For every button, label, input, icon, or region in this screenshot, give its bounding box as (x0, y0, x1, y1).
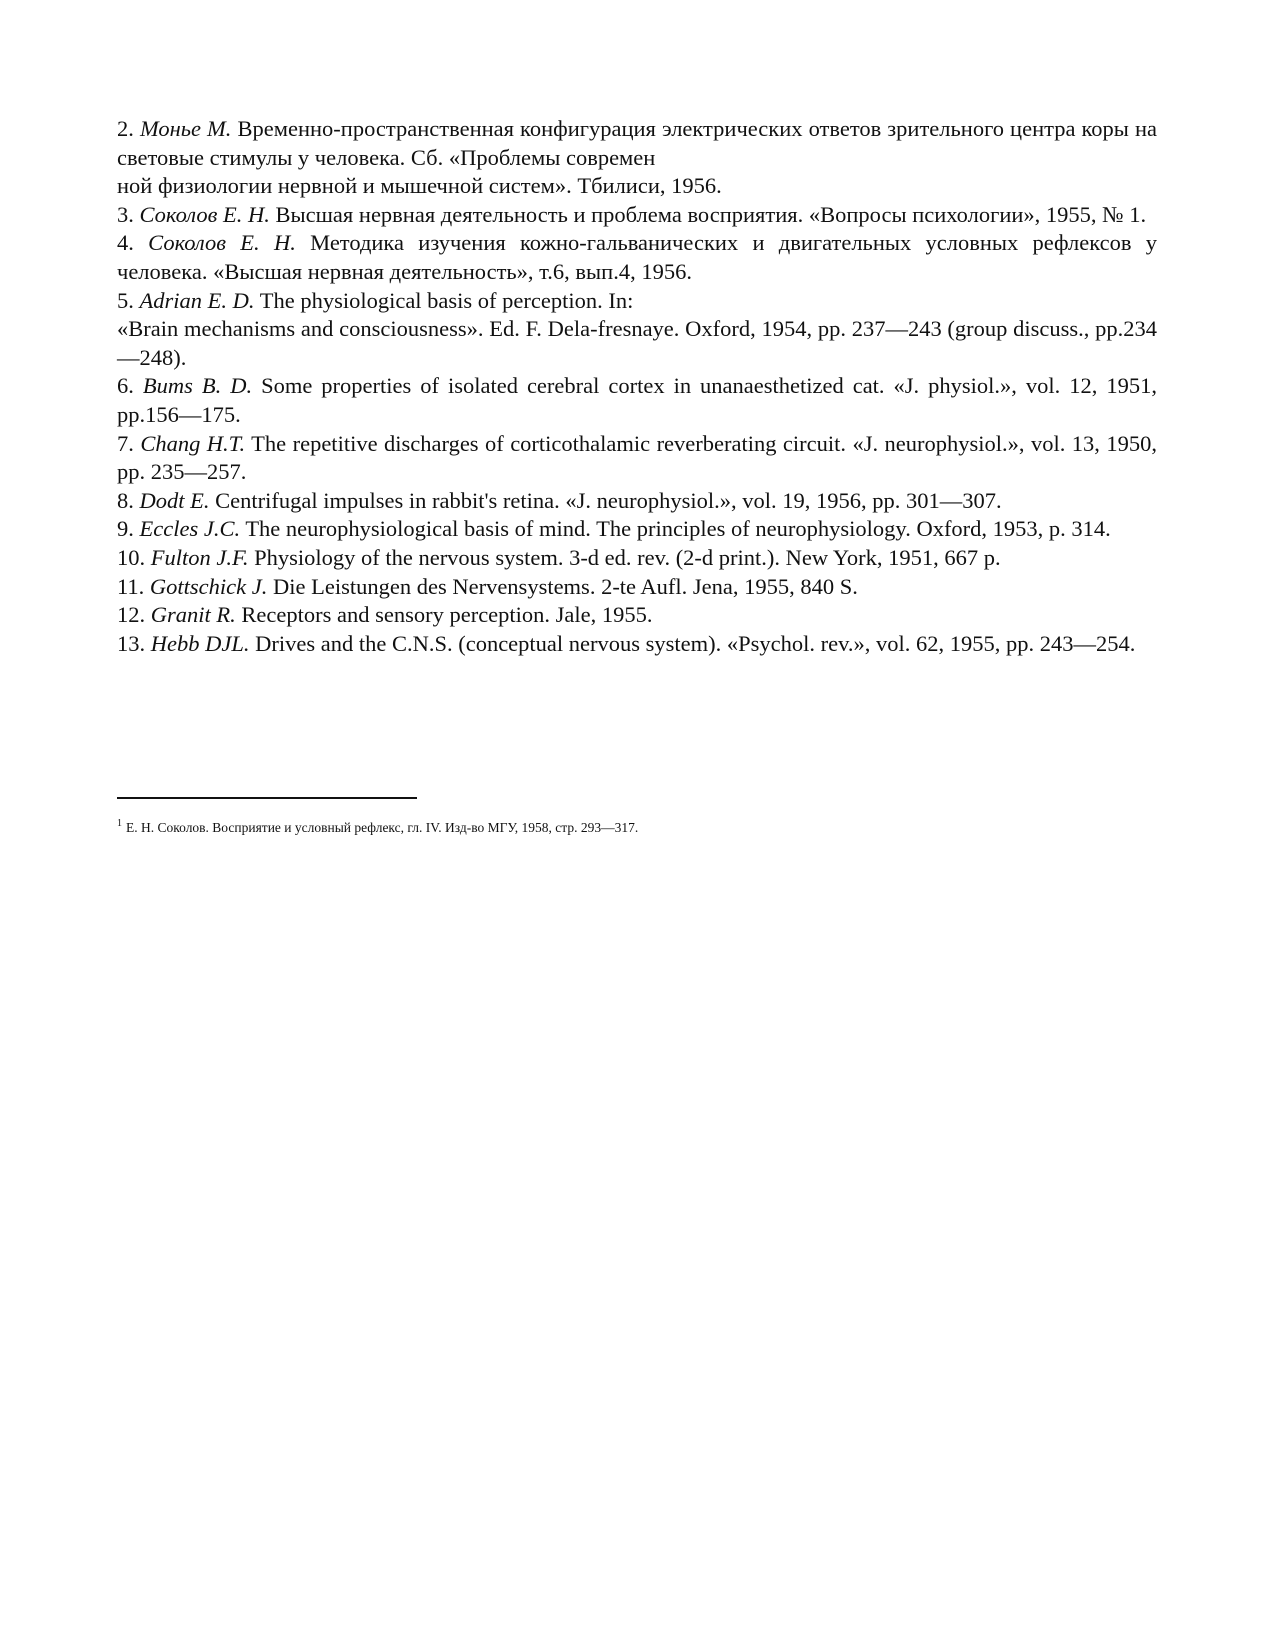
reference-author: Eccles J.C. (139, 516, 241, 542)
reference-author: Соколов Е. Н. (139, 201, 270, 227)
reference-text: The repetitive discharges of corticothalamic reverberating circuit. «J. neurophysiol.», vol. 13, 1950, pp. 235—257. (117, 430, 1157, 485)
reference-author: Hebb DJL. (150, 630, 250, 656)
reference-item (117, 601, 1157, 630)
reference-number: 2. (117, 116, 134, 141)
reference-number: 6. (117, 373, 134, 399)
reference-text-continuation: «Brain mechanisms and consciousness». Ed. F. Dela-fresnaye. Oxford, 1954, pp. 237—243 (group discuss., pp.234—248). (117, 316, 1157, 370)
reference-number: 9. (117, 516, 134, 542)
reference-number: 10. (117, 544, 146, 570)
reference-author: Fulton J.F. (150, 544, 249, 570)
reference-author: Granit R. (150, 602, 236, 628)
reference-number: 13. (117, 630, 146, 656)
reference-number: 3. (117, 201, 134, 227)
reference-number: 8. (117, 487, 134, 513)
reference-item (117, 229, 1157, 286)
footnote-separator (117, 797, 417, 799)
reference-text: Some properties of isolated cerebral cortex in unanaesthetized cat. «J. physiol.», vol. 12, 1951, pp.156—175. (117, 373, 1157, 427)
reference-number: 7. (117, 430, 134, 456)
reference-item (117, 573, 1157, 602)
reference-item (117, 515, 1157, 544)
reference-text: Drives and the C.N.S. (conceptual nervous system). «Psychol. rev.», vol. 62, 1955, pp. 243—254. (255, 630, 1136, 656)
reference-item (117, 115, 1157, 201)
reference-author: Gottschick J. (149, 573, 268, 599)
reference-text: Временно-пространственная конфигурация электрических ответов зрительного центра коры на световые стимулы у человека. Сб. «Проблемы современ (117, 116, 1158, 170)
footnote-text: Е. Н. Соколов. Восприятие и условный рефлекс, гл. IV. Изд-во МГУ, 1958, стр. 293—317. (126, 820, 639, 835)
reference-item (117, 372, 1157, 429)
reference-item (117, 201, 1157, 230)
reference-item (117, 630, 1157, 659)
reference-author: Bums B. D. (142, 373, 253, 399)
reference-text-continuation: ной физиологии нервной и мышечной систем». Тбилиси, 1956. (117, 173, 722, 199)
reference-text: Physiology of the nervous system. 3-d ed. rev. (2-d print.). New York, 1951, 667 p. (254, 544, 1001, 570)
reference-text: Centrifugal impulses in rabbit's retina. «J. neurophysiol.», vol. 19, 1956, pp. 301—307. (215, 487, 1002, 513)
reference-item (117, 487, 1157, 516)
reference-item (117, 430, 1157, 487)
reference-text: The neurophysiological basis of mind. The principles of neurophysiology. Oxford, 1953, p. 314. (245, 516, 1111, 542)
reference-author: Dodt E. (139, 487, 210, 513)
reference-author: Монье М. (139, 116, 232, 141)
footnote (117, 815, 1157, 837)
reference-list (117, 115, 1157, 658)
reference-number: 12. (117, 602, 146, 628)
reference-text: The physiological basis of perception. In: (259, 287, 634, 313)
reference-text: Receptors and sensory perception. Jale, 1955. (241, 602, 653, 628)
reference-text: Die Leistungen des Nervensystems. 2-te Aufl. Jena, 1955, 840 S. (273, 573, 858, 599)
reference-number: 4. (117, 230, 134, 256)
reference-author: Chang H.T. (140, 430, 246, 456)
reference-item (117, 287, 1157, 373)
footnote-marker: 1 (117, 818, 122, 829)
reference-author: Adrian E. D. (139, 287, 255, 313)
reference-number: 5. (117, 287, 134, 313)
reference-number: 11. (117, 573, 145, 599)
reference-text: Высшая нервная деятельность и проблема восприятия. «Вопросы психологии», 1955, № 1. (275, 201, 1147, 227)
reference-text: Методика изучения кожно-гальванических и двигательных условных рефлексов у человека. «Высшая нервная деятельность», т.6, вып.4, 1956. (117, 230, 1158, 284)
reference-author: Соколов Е. Н. (148, 230, 296, 256)
reference-item (117, 544, 1157, 573)
